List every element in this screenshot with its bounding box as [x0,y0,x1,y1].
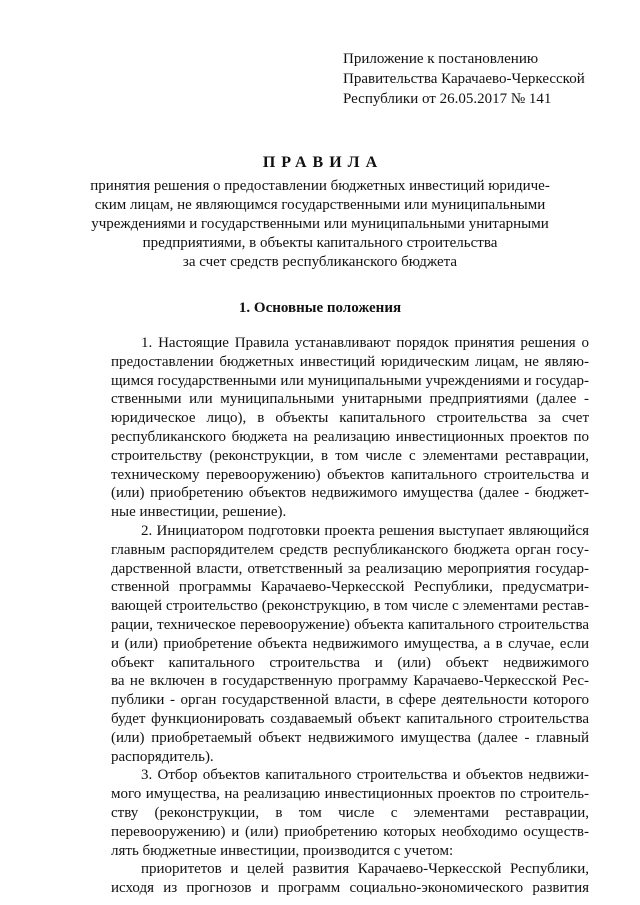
appendix-note [343,49,585,109]
paragraph-line: дарственной власти, ответственный за реализацию мероприятия государ- [111,560,589,577]
paragraph-line: строительству (реконструкции, в том числе с элементами реставрации, [111,447,589,464]
subtitle-line: за счет средств республиканского бюджета [182,254,458,270]
paragraph-line: щимся государственными или муниципальными учреждениями и государ- [111,372,589,389]
appendix-line: Республики от 26.05.2017 № 141 [343,91,552,107]
paragraph-line: ва не включен в государственную программу Карачаево-Черкесской Рес- [111,673,589,690]
paragraph-line: 1. Настоящие Правила устанавливают порядок принятия решения о [141,335,589,351]
paragraph-line: приоритетов и целей развития Карачаево-Черкесской Республики, [141,861,589,878]
paragraph-line: и (или) приобретение объекта недвижимого имущества, а в случае, если [111,635,589,652]
paragraph-line: юридическое лицо), в объекты капитального строительства за счет [111,410,589,427]
appendix-line: Приложение к постановлению [343,51,539,67]
paragraph-line: 3. Отбор объектов капитального строительства и объектов недвижи- [141,767,589,784]
paragraph-line: вающей строительство (реконструкцию, в том числе с элементами рестав- [111,598,589,615]
subtitle-line: учреждениями и государственными или муниципальными унитарными [91,216,549,232]
appendix-line: Правительства Карачаево-Черкесской [343,71,585,87]
paragraph-line: ству (реконструкции, в том числе с элементами реставрации, [111,804,589,821]
subtitle-line: ским лицам, не являющимся государственными или муниципальными [94,197,546,213]
paragraph-line: объект капитального строительства и (или) объект недвижимого [111,654,589,671]
paragraph-line: ственными или муниципальными унитарными предприятиями (далее - [111,391,589,408]
document-subtitle [60,177,580,272]
body-text [111,334,589,898]
paragraph-line: будет функционировать создаваемый объект капитального строительства [111,710,589,727]
section-heading: 1. Основные положения [238,300,402,316]
paragraph-line: распорядитель). [111,748,214,765]
subtitle-line: предприятиями, в объекты капитального строительства [142,235,498,251]
paragraph-line: перевооружению) и (или) приобретению которых необходимо осуществ- [111,823,589,840]
paragraph-line: главным распорядителем средств республиканского бюджета орган госу- [111,541,589,558]
paragraph-line: республиканского бюджета на реализацию инвестиционных проектов по [111,428,589,445]
document-title: ПРАВИЛА [262,154,384,171]
paragraph-line: предоставлении бюджетных инвестиций юридическим лицам, не являю- [111,353,589,370]
paragraph-line: ственной программы Карачаево-Черкесской Республики, предусматри- [111,579,589,596]
paragraph-line: (или) приобретению объектов недвижимого имущества (далее - бюджет- [111,485,589,502]
paragraph-line: лять бюджетные инвестиции, производится с учетом: [111,842,454,859]
paragraph-line: техническому перевооружению) объектов капитального строительства и [111,466,589,483]
subtitle-line: принятия решения о предоставлении бюджетных инвестиций юридиче- [90,178,550,194]
paragraph-line: (или) приобретаемый объект недвижимого имущества (далее - главный [111,729,589,746]
paragraph-line: ные инвестиции, решение). [111,504,287,521]
paragraph-line: 2. Инициатором подготовки проекта решения выступает являющийся [141,522,589,539]
paragraph-line: публики - орган государственной власти, в сфере деятельности которого [111,692,589,709]
paragraph-line: рации, техническое перевооружение) объекта капитального строительства [111,616,589,633]
paragraph-line: мого имущества, на реализацию инвестиционных проектов по строитель- [111,786,589,803]
paragraph-line: исходя из прогнозов и программ социально-экономического развития [111,880,589,897]
